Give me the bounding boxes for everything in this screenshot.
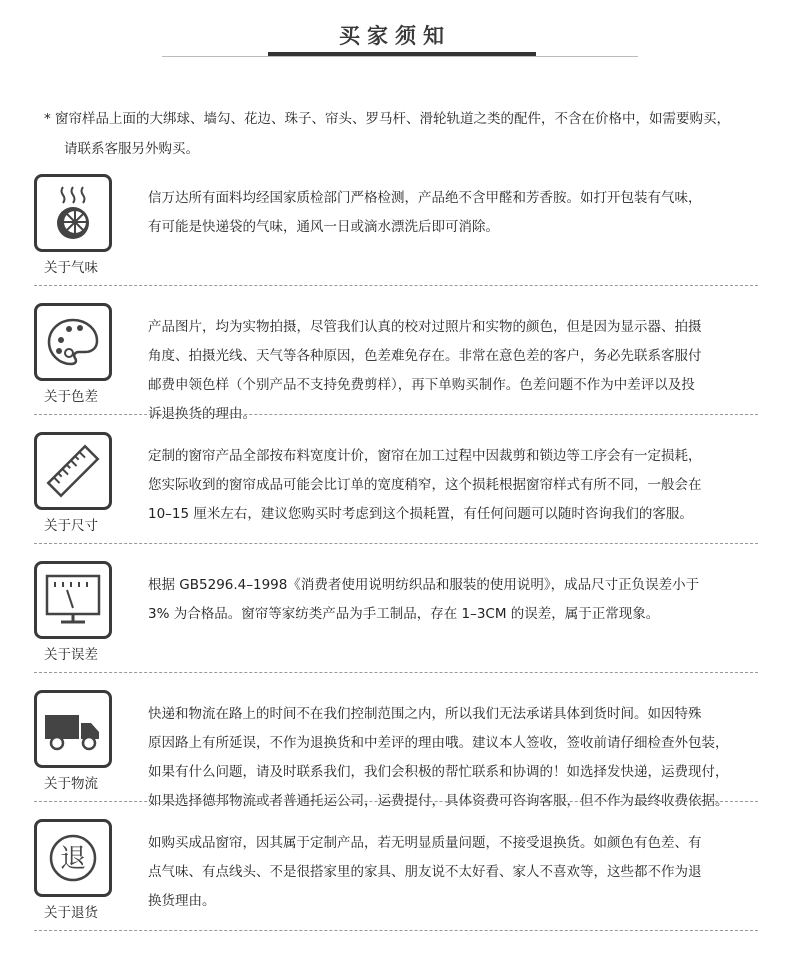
notice-section — [0, 559, 790, 688]
notice-section — [0, 688, 790, 817]
title-divider — [162, 56, 638, 57]
section-label: 关于误差 — [44, 647, 98, 663]
page-title: 买家须知 — [339, 24, 451, 48]
text-line: 原因路上有所延误，不作为退换货和中差评的理由哦。建议本人签收，签收前请仔细检查外包装， — [148, 735, 729, 751]
accessory-notice — [44, 104, 730, 164]
palette-icon — [34, 303, 112, 381]
text-line: 定制的窗帘产品全部按布料宽度计价，窗帘在加工过程中因裁剪和锁边等工序会有一定损耗， — [148, 448, 702, 464]
text-line: 邮费申领色样（个别产品不支持免费剪样），再下单购买制作。色差问题不作为中差评以及投 — [148, 377, 695, 393]
notice-section — [0, 172, 790, 301]
notice-line: 请联系客服另外购买。 — [64, 141, 199, 157]
text-line: 换货理由。 — [148, 893, 216, 909]
dashed-divider — [34, 285, 758, 286]
section-label: 关于色差 — [44, 389, 98, 405]
text-line: 3% 为合格品。窗帘等家纺类产品为手工制品，存在 1–3CM 的误差，属于正常现象。 — [148, 606, 660, 622]
section-text — [148, 700, 729, 816]
section-text — [148, 313, 702, 429]
dashed-divider — [34, 801, 758, 802]
text-line: 10–15 厘米左右，建议您购买时考虑到这个损耗置，有任何问题可以随时咨询我们的客服。 — [148, 506, 693, 522]
smell-icon — [34, 174, 112, 252]
section-label: 关于气味 — [44, 260, 98, 276]
text-line: 点气味、有点线头、不是很搭家里的家具、朋友说不太好看、家人不喜欢等，这些都不作为退 — [148, 864, 702, 880]
section-label: 关于尺寸 — [44, 518, 98, 534]
text-line: 产品图片，均为实物拍摄，尽管我们认真的校对过照片和实物的颜色，但是因为显示器、拍摄 — [148, 319, 702, 335]
text-line: 如购买成品窗帘，因其属于定制产品，若无明显质量问题，不接受退换货。如颜色有色差、有 — [148, 835, 702, 851]
dashed-divider — [34, 543, 758, 544]
notice-section — [0, 817, 790, 946]
notice-section — [0, 301, 790, 430]
text-line: 快递和物流在路上的时间不在我们控制范围之内，所以我们无法承诺具体到货时间。如因特殊 — [148, 706, 702, 722]
dashed-divider — [34, 930, 758, 931]
dashed-divider — [34, 414, 758, 415]
notice-line: * 窗帘样品上面的大绑球、墙勾、花边、珠子、帘头、罗马杆、滑轮轨道之类的配件，不含在价格中，如需要购买， — [44, 111, 731, 127]
ruler-icon — [34, 432, 112, 510]
text-line: 有可能是快递袋的气味，通风一日或滴水漂洗后即可消除。 — [148, 219, 499, 235]
dashed-divider — [34, 672, 758, 673]
section-label: 关于物流 — [44, 776, 98, 792]
svg-text:退: 退 — [59, 844, 87, 874]
truck-icon — [34, 690, 112, 768]
text-line: 诉退换货的理由。 — [148, 406, 256, 422]
section-text — [148, 184, 702, 242]
text-line: 角度、拍摄光线、天气等各种原因，色差难免存在。非常在意色差的客户，务必先联系客服付 — [148, 348, 702, 364]
title-underline — [268, 52, 536, 56]
text-line: 信万达所有面料均经国家质检部门严格检测，产品绝不含甲醛和芳香胺。如打开包装有气味， — [148, 190, 702, 206]
notice-section — [0, 430, 790, 559]
text-line: 如果选择德邦物流或者普通托运公司，运费提付，具体资费可咨询客服，但不作为最终收费依据。 — [148, 793, 729, 809]
return-icon — [34, 819, 112, 897]
section-label: 关于退货 — [44, 905, 98, 921]
section-text — [148, 442, 702, 529]
gauge-icon — [34, 561, 112, 639]
text-line: 根据 GB5296.4–1998《消费者使用说明纺织品和服装的使用说明》，成品尺寸正负误差小于 — [148, 577, 700, 593]
section-text — [148, 571, 699, 629]
section-text — [148, 829, 702, 916]
text-line: 您实际收到的窗帘成品可能会比订单的宽度稍窄，这个损耗根据窗帘样式有所不同，一般会在 — [148, 477, 702, 493]
text-line: 如果有什么问题，请及时联系我们，我们会积极的帮忙联系和协调的！如选择发快递，运费现付， — [148, 764, 729, 780]
